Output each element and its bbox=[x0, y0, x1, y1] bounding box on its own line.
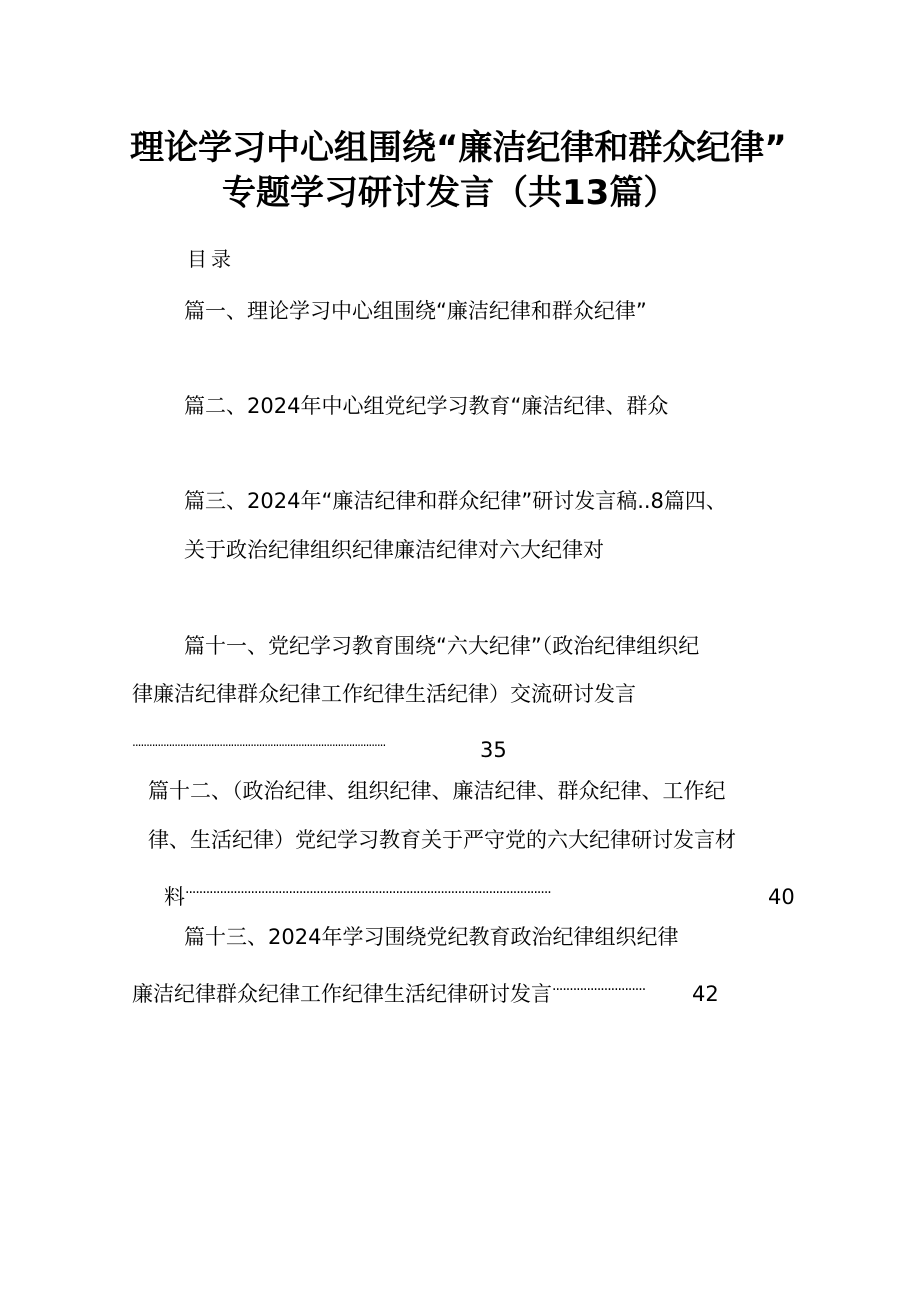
toc-entry-3[interactable] bbox=[184, 486, 727, 516]
toc-entry-text: 廉洁纪律群众纪律工作纪律生活纪律研讨发言 bbox=[132, 982, 552, 1006]
toc-entry-text: 篇一、理论学习中心组围绕“廉洁纪律和群众纪律” bbox=[184, 299, 647, 323]
toc-entry-text: 篇十二、（政治纪律、组织纪律、廉洁纪律、群众纪律、工作纪 bbox=[148, 779, 726, 803]
toc-entry-12-continued bbox=[148, 825, 736, 855]
document-title-line-2: 专题学习研讨发言（共13篇） bbox=[222, 173, 678, 213]
toc-page-number: 35 bbox=[480, 738, 507, 762]
toc-entry-13[interactable] bbox=[184, 922, 678, 952]
toc-entry-12-page-line bbox=[164, 874, 795, 912]
toc-entry-text: 篇十一、党纪学习教育围绕“六大纪律”（政治纪律组织纪 bbox=[184, 634, 700, 658]
toc-leader-dots: .......................................................................................................... bbox=[185, 881, 551, 897]
toc-entry-13-page-line bbox=[132, 971, 719, 1009]
toc-entry-4[interactable] bbox=[184, 535, 604, 565]
toc-entry-11-continued bbox=[132, 679, 636, 709]
toc-entry-12[interactable] bbox=[148, 776, 726, 806]
toc-page-number: 40 bbox=[768, 885, 795, 909]
toc-entry-1[interactable] bbox=[184, 296, 647, 326]
toc-leader-dots: ........................... bbox=[552, 978, 646, 994]
toc-page-number: 42 bbox=[692, 982, 719, 1006]
toc-heading: 目录 bbox=[187, 247, 235, 271]
toc-entry-text: 律、生活纪律）党纪学习教育关于严守党的六大纪律研讨发言材 bbox=[148, 828, 736, 852]
toc-entry-text: 料 bbox=[164, 885, 185, 909]
toc-entry-11[interactable] bbox=[184, 631, 699, 661]
toc-entry-text: 篇三、2024年“廉洁纪律和群众纪律”研讨发言稿..8篇四、 bbox=[184, 489, 727, 513]
toc-entry-text: 篇十三、2024年学习围绕党纪教育政治纪律组织纪律 bbox=[184, 925, 679, 949]
toc-entry-11-page-line bbox=[132, 727, 507, 765]
toc-entry-2[interactable] bbox=[184, 391, 668, 421]
toc-entry-text: 关于政治纪律组织纪律廉洁纪律对六大纪律对 bbox=[184, 538, 604, 562]
toc-entry-text: 律廉洁纪律群众纪律工作纪律生活纪律）交流研讨发言 bbox=[132, 682, 636, 706]
toc-leader-dots: .......................................................................................... bbox=[132, 735, 386, 749]
document-title-line-1: 理论学习中心组围绕“廉洁纪律和群众纪律” bbox=[130, 128, 787, 168]
toc-entry-text: 篇二、2024年中心组党纪学习教育“廉洁纪律、群众 bbox=[184, 394, 669, 418]
